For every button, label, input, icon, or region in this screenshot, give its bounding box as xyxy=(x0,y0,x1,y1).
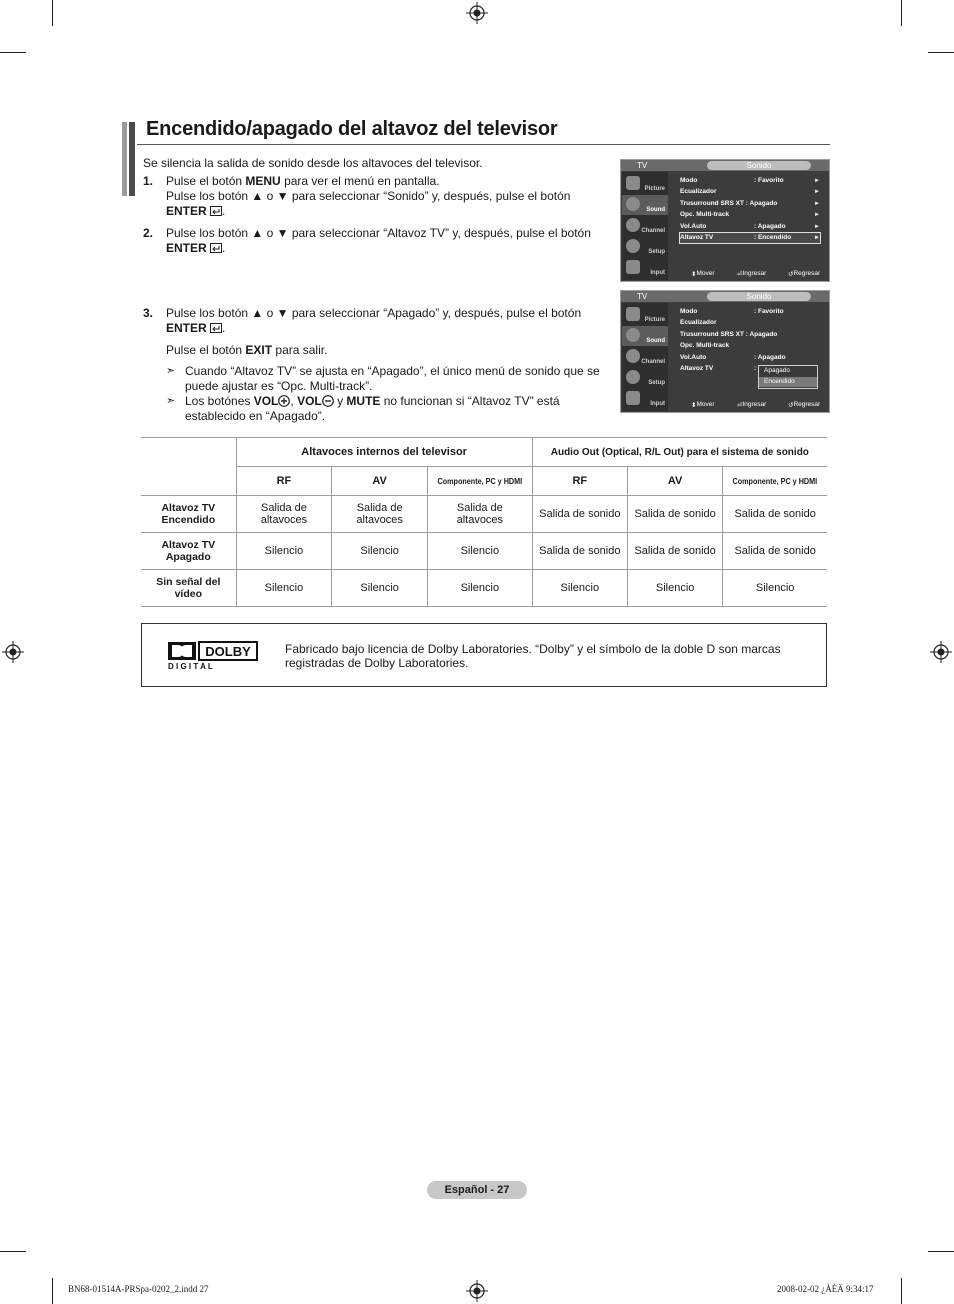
dropdown-option-highlighted: Encendido xyxy=(759,377,817,387)
row-value: : Apagado xyxy=(754,223,786,230)
dolby-logo-word: DOLBY xyxy=(205,644,251,659)
table-cell: Salida de altavoces xyxy=(428,496,533,533)
table-cell: Silencio xyxy=(627,570,722,607)
dropdown-option: Apagado xyxy=(764,367,791,374)
table-header-row xyxy=(141,467,827,496)
table-col-header: RF xyxy=(236,467,332,496)
mute-key-label: MUTE xyxy=(346,394,381,408)
license-line: Fabricado bajo licencia de Dolby Laboratories. “Dolby” y el símbolo de la doble D son marcas xyxy=(285,642,781,656)
return-hint: ↺ Regresar xyxy=(788,270,821,278)
menu-sidebar xyxy=(622,172,668,280)
move-hint: ⬍ Mover xyxy=(691,401,715,409)
step-text: . xyxy=(222,241,226,255)
menu-source-label: TV xyxy=(637,292,648,301)
step-text: Pulse el botón xyxy=(166,174,246,188)
row-header-line: Altavoz TV xyxy=(161,539,216,551)
enter-hint: ⏎ Ingresar xyxy=(737,270,767,278)
picture-icon xyxy=(626,176,640,190)
sidebar-label: Input xyxy=(650,270,665,276)
registration-mark-icon xyxy=(466,2,488,24)
tv-menu-screenshot-1 xyxy=(620,159,830,282)
menu-sidebar xyxy=(622,303,668,411)
sidebar-label: Channel xyxy=(641,359,665,365)
menu-tab-sonido: Sonido xyxy=(707,161,811,170)
crop-mark xyxy=(901,1278,902,1304)
row-label: Vol.Auto xyxy=(680,354,707,361)
exit-key-label: EXIT xyxy=(245,343,273,357)
row-value: : Encendido xyxy=(754,234,792,241)
vol-key-label: VOL xyxy=(297,394,322,408)
menu-row xyxy=(680,199,820,209)
row-label: Opc. Multi-track xyxy=(680,211,730,218)
enter-hint: ⏎ Ingresar xyxy=(737,401,767,409)
row-label: Trusurround SRS XT : Apagado xyxy=(680,331,778,338)
sidebar-item-input xyxy=(622,389,668,409)
hint-text: Regresar xyxy=(793,401,821,408)
license-line: registradas de Dolby Laboratories. xyxy=(285,656,469,670)
row-value: : Apagado xyxy=(754,354,786,361)
row-label: Altavoz TV xyxy=(680,365,714,372)
table-col-header xyxy=(428,467,533,496)
altavoz-dropdown xyxy=(758,365,818,389)
tv-menu-screenshot-2 xyxy=(620,290,830,413)
table-cell: Silencio xyxy=(332,533,428,570)
menu-footer xyxy=(671,401,827,410)
arrow-right-icon: ► xyxy=(814,189,820,195)
menu-tab-sonido: Sonido xyxy=(707,292,811,301)
table-row xyxy=(141,533,827,570)
note-arrow-icon: ➣ xyxy=(166,365,176,377)
channel-icon xyxy=(626,349,640,363)
gear-icon xyxy=(626,239,640,253)
row-header-line: Apagado xyxy=(165,551,211,563)
sidebar-item-channel xyxy=(622,347,668,367)
table-cell: Silencio xyxy=(332,570,428,607)
registration-mark-icon xyxy=(2,641,24,663)
menu-footer xyxy=(671,270,827,279)
hint-text: Ingresar xyxy=(742,401,767,408)
hint-text: Ingresar xyxy=(742,270,767,277)
table-cell: Silencio xyxy=(428,570,533,607)
table-cell: Salida de sonido xyxy=(627,496,722,533)
print-timestamp: 2008-02-02 ¿ÀÈÄ 9:34:17 xyxy=(777,1284,874,1294)
table-group-header: Altavoces internos del televisor xyxy=(236,438,532,467)
row-label: Opc. Multi-track xyxy=(680,342,730,349)
enter-key-label: ENTER xyxy=(166,241,207,255)
sidebar-item-setup xyxy=(622,368,668,388)
crop-mark xyxy=(928,52,954,53)
note-arrow-icon: ➣ xyxy=(166,395,176,407)
table-group-header: Audio Out (Optical, R/L Out) para el sistema de sonido xyxy=(532,438,827,467)
note-text: establecido en “Apagado”. xyxy=(185,409,326,423)
crop-mark xyxy=(901,0,902,26)
menu-row xyxy=(680,210,820,220)
crop-mark xyxy=(52,1278,53,1304)
table-cell: Salida de altavoces xyxy=(236,496,332,533)
registration-mark-icon xyxy=(466,1280,488,1302)
menu-row xyxy=(680,353,820,363)
table-cell: Salida de sonido xyxy=(532,533,627,570)
menu-row-selected xyxy=(680,233,820,243)
picture-icon xyxy=(626,307,640,321)
row-header-line: Altavoz TV xyxy=(161,502,216,514)
table-cell: Salida de altavoces xyxy=(332,496,428,533)
menu-row xyxy=(680,318,820,328)
row-label: Vol.Auto xyxy=(680,223,707,230)
vol-minus-icon xyxy=(322,395,334,407)
vol-plus-icon xyxy=(278,395,290,407)
hint-text: Mover xyxy=(696,401,715,408)
crop-mark xyxy=(928,1251,954,1252)
sidebar-label: Channel xyxy=(641,228,665,234)
input-icon xyxy=(626,391,640,405)
vol-key-label: VOL xyxy=(253,394,279,408)
row-label: Altavoz TV xyxy=(680,234,714,241)
table-cell: Silencio xyxy=(428,533,533,570)
hint-text: Mover xyxy=(696,270,715,277)
table-header-row xyxy=(141,438,827,467)
table-cell: Salida de sonido xyxy=(723,533,827,570)
step-text: . xyxy=(222,321,226,335)
table-cell: Salida de sonido xyxy=(627,533,722,570)
sidebar-item-sound xyxy=(622,195,668,215)
step-text: para ver el menú en pantalla. xyxy=(280,174,440,188)
return-hint: ↺ Regresar xyxy=(788,401,821,409)
step-number: 2. xyxy=(143,226,154,240)
note-text: Los botónes xyxy=(185,394,254,408)
sound-icon xyxy=(626,197,640,211)
col-header-text: Componente, PC y HDMI xyxy=(437,476,523,486)
sidebar-label: Picture xyxy=(644,186,665,192)
table-row xyxy=(141,570,827,607)
title-divider xyxy=(137,144,830,145)
row-label: Trusurround SRS XT : Apagado xyxy=(680,200,778,207)
title-accent-bar xyxy=(122,122,127,196)
row-value: : Favorito xyxy=(754,177,784,184)
arrow-right-icon: ► xyxy=(814,224,820,230)
note-text: Cuando “Altavoz TV” se ajusta en “Apagado”, el único menú de sonido que se xyxy=(185,364,600,378)
move-hint: ⬍ Mover xyxy=(691,270,715,278)
row-label: Modo xyxy=(680,308,698,315)
exit-note xyxy=(166,343,327,358)
row-label: Ecualizador xyxy=(680,319,717,326)
sidebar-item-picture xyxy=(622,305,668,325)
speaker-output-table xyxy=(141,437,827,607)
table-col-header: AV xyxy=(332,467,428,496)
arrow-right-icon: ► xyxy=(814,212,820,218)
arrow-right-icon: ► xyxy=(814,178,820,184)
menu-row xyxy=(680,176,820,186)
crop-mark xyxy=(0,1251,26,1252)
row-header-line: Sin señal del xyxy=(156,576,221,588)
row-label: Ecualizador xyxy=(680,188,717,195)
page-number: Español - 27 xyxy=(427,1181,527,1199)
sidebar-label: Setup xyxy=(648,380,665,386)
crop-mark xyxy=(52,0,53,26)
table-cell: Silencio xyxy=(723,570,827,607)
hint-text: Regresar xyxy=(793,270,821,277)
table-cell: Silencio xyxy=(236,533,332,570)
table-col-header: RF xyxy=(532,467,627,496)
table-col-header xyxy=(723,467,827,496)
menu-key-label: MENU xyxy=(245,174,281,188)
enter-key-label: ENTER xyxy=(166,204,207,218)
row-header xyxy=(141,570,236,607)
table-col-header: AV xyxy=(627,467,722,496)
row-header xyxy=(141,496,236,533)
arrow-right-icon: ► xyxy=(814,201,820,207)
enter-icon xyxy=(210,206,222,216)
table-corner-cell xyxy=(141,438,236,496)
row-label: Modo xyxy=(680,177,698,184)
row-value: : xyxy=(754,365,757,372)
note-text: , xyxy=(290,394,298,408)
enter-key-label: ENTER xyxy=(166,321,207,335)
intro-text: Se silencia la salida de sonido desde los altavoces del televisor. xyxy=(143,156,483,170)
enter-icon xyxy=(210,323,222,333)
menu-row xyxy=(680,330,820,340)
registration-mark-icon xyxy=(930,641,952,663)
channel-icon xyxy=(626,218,640,232)
step-text: . xyxy=(222,204,226,218)
note-text: para salir. xyxy=(272,343,328,357)
dolby-logo-sub: D I G I T A L xyxy=(168,662,213,671)
sound-icon xyxy=(626,328,640,342)
sidebar-label: Input xyxy=(650,401,665,407)
sidebar-item-setup xyxy=(622,237,668,257)
table-cell: Salida de sonido xyxy=(532,496,627,533)
gear-icon xyxy=(626,370,640,384)
sidebar-item-picture xyxy=(622,174,668,194)
menu-row xyxy=(680,187,820,197)
col-header-text: Componente, PC y HDMI xyxy=(732,476,818,486)
row-header-line: vídeo xyxy=(174,588,203,600)
file-info: BN68-01514A-PRSpa-0202_2.indd 27 xyxy=(68,1284,209,1294)
sidebar-item-channel xyxy=(622,216,668,236)
step-text: Pulse los botón ▲ o ▼ para seleccionar “Apagado” y, después, pulse el botón xyxy=(166,306,582,320)
step-number: 3. xyxy=(143,306,154,320)
input-icon xyxy=(626,260,640,274)
row-header-line: Encendido xyxy=(161,514,216,526)
row-header xyxy=(141,533,236,570)
arrow-right-icon: ► xyxy=(814,235,820,241)
table-cell: Salida de sonido xyxy=(723,496,827,533)
sidebar-item-input xyxy=(622,258,668,278)
menu-source-label: TV xyxy=(637,161,648,170)
page-title: Encendido/apagado del altavoz del televisor xyxy=(146,118,558,140)
menu-row xyxy=(680,307,820,317)
table-cell: Silencio xyxy=(236,570,332,607)
note-text: y xyxy=(333,394,347,408)
step-text: Pulse los botón ▲ o ▼ para seleccionar “Altavoz TV” y, después, pulse el botón xyxy=(166,226,591,240)
sidebar-item-sound xyxy=(622,326,668,346)
dolby-digital-logo-icon xyxy=(167,641,263,671)
menu-row xyxy=(680,341,820,351)
sidebar-label: Picture xyxy=(644,317,665,323)
sidebar-label: Setup xyxy=(648,249,665,255)
table-cell: Silencio xyxy=(532,570,627,607)
step-text: Pulse los botón ▲ o ▼ para seleccionar “Sonido” y, después, pulse el botón xyxy=(166,189,571,203)
sidebar-label: Sound xyxy=(646,207,665,213)
table-row xyxy=(141,496,827,533)
crop-mark xyxy=(0,52,26,53)
row-value: : Favorito xyxy=(754,308,784,315)
note-text: Pulse el botón xyxy=(166,343,246,357)
step-number: 1. xyxy=(143,174,154,188)
title-accent-bar xyxy=(129,122,135,196)
menu-row xyxy=(680,222,820,232)
dolby-license-text xyxy=(285,642,805,670)
enter-icon xyxy=(210,243,222,253)
note-text: puede ajustar es “Opc. Multi-track”. xyxy=(185,379,373,393)
note-text: no funcionan si “Altavoz TV” está xyxy=(380,394,560,408)
sidebar-label: Sound xyxy=(646,338,665,344)
